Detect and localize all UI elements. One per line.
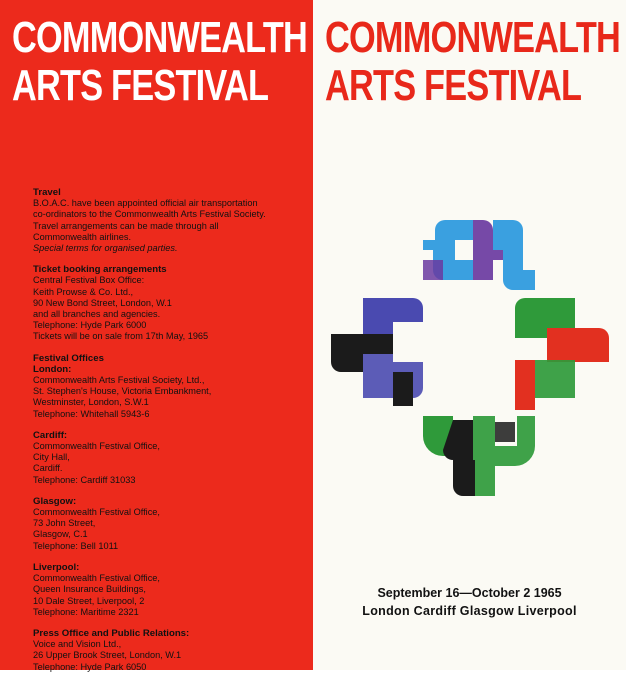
travel-section (33, 187, 308, 254)
liverpool-section (33, 562, 308, 618)
info-column (33, 187, 308, 683)
cardiff-section (33, 430, 308, 486)
press-title: Press Office and Public Relations: (33, 627, 190, 639)
cardiff-line: Cardiff. (33, 463, 63, 474)
press-section (33, 628, 308, 673)
cardiff-line: Commonwealth Festival Office, (33, 441, 160, 452)
emblem-bottom-stem (453, 460, 475, 496)
offices-line: Telephone: Whitehall 5943-6 (33, 408, 150, 419)
festival-emblem-logo (323, 210, 615, 502)
emblem-top-notch (423, 260, 443, 280)
glasgow-line: 73 John Street, (33, 518, 96, 529)
tickets-line: Telephone: Hyde Park 6000 (33, 320, 147, 331)
tickets-section (33, 264, 308, 342)
offices-line: Commonwealth Arts Festival Society, Ltd., (33, 375, 205, 386)
festival-dates: September 16—October 2 1965 (377, 586, 562, 600)
liverpool-line: Commonwealth Festival Office, (33, 573, 160, 584)
emblem-bottom-notch (495, 422, 515, 442)
right-panel (313, 0, 626, 670)
offices-line: Westminster, London, S.W.1 (33, 397, 149, 408)
travel-line: Travel arrangements can be made through all (33, 220, 219, 231)
liverpool-line: Queen Insurance Buildings, (33, 584, 146, 595)
travel-line: B.O.A.C. have been appointed official air transportation (33, 198, 258, 209)
emblem-top-motif (423, 220, 535, 290)
headline-line-1: COMMONWEALTH (12, 13, 308, 62)
glasgow-section (33, 496, 308, 552)
glasgow-line: Glasgow, C.1 (33, 529, 88, 540)
glasgow-title: Glasgow: (33, 495, 77, 507)
left-panel (0, 0, 313, 670)
emblem-right-tail (515, 360, 535, 410)
left-headline (12, 13, 308, 110)
travel-title: Travel (33, 187, 61, 198)
tickets-line: and all branches and agencies. (33, 309, 161, 320)
tickets-line: 90 New Bond Street, London, W.1 (33, 297, 172, 308)
travel-note: Special terms for organised parties. (33, 243, 178, 254)
press-line: 26 Upper Brook Street, London, W.1 (33, 650, 182, 661)
right-headline (325, 13, 621, 110)
liverpool-line: 10 Dale Street, Liverpool, 2 (33, 595, 145, 606)
tickets-title: Ticket booking arrangements (33, 264, 167, 276)
emblem-left-motif (331, 298, 423, 406)
emblem-right-motif (515, 298, 609, 410)
liverpool-line: Telephone: Maritime 2321 (33, 606, 139, 617)
offices-subtitle: London: (33, 363, 72, 375)
cardiff-line: Telephone: Cardiff 31033 (33, 474, 136, 485)
headline-line-2: ARTS FESTIVAL (12, 61, 269, 110)
tickets-line: Central Festival Box Office: (33, 275, 145, 286)
festival-cities: London Cardiff Glasgow Liverpool (362, 604, 577, 618)
press-line: Voice and Vision Ltd., (33, 639, 122, 650)
cardiff-line: City Hall, (33, 452, 70, 463)
offices-section (33, 353, 308, 420)
emblem-bottom-motif (423, 416, 535, 496)
tickets-line: Keith Prowse & Co. Ltd., (33, 286, 134, 297)
glasgow-line: Telephone: Bell 1011 (33, 540, 119, 551)
offices-title: Festival Offices (33, 352, 104, 364)
footer-block (313, 584, 626, 620)
glasgow-line: Commonwealth Festival Office, (33, 507, 160, 518)
liverpool-title: Liverpool: (33, 561, 80, 573)
travel-line: Commonwealth airlines. (33, 231, 132, 242)
offices-line: St. Stephen's House, Victoria Embankment, (33, 386, 212, 397)
press-line: Telephone: Hyde Park 6050 (33, 661, 147, 672)
emblem-left-tail (393, 372, 413, 406)
emblem-right-mid-shape (547, 328, 609, 362)
headline-line-1: COMMONWEALTH (325, 13, 621, 62)
emblem-left-top-shape (363, 298, 423, 334)
cardiff-title: Cardiff: (33, 429, 68, 441)
tickets-line: Tickets will be on sale from 17th May, 1965 (33, 331, 209, 342)
travel-line: co-ordinators to the Commonwealth Arts Festival Society. (33, 209, 266, 220)
headline-line-2: ARTS FESTIVAL (325, 61, 582, 110)
